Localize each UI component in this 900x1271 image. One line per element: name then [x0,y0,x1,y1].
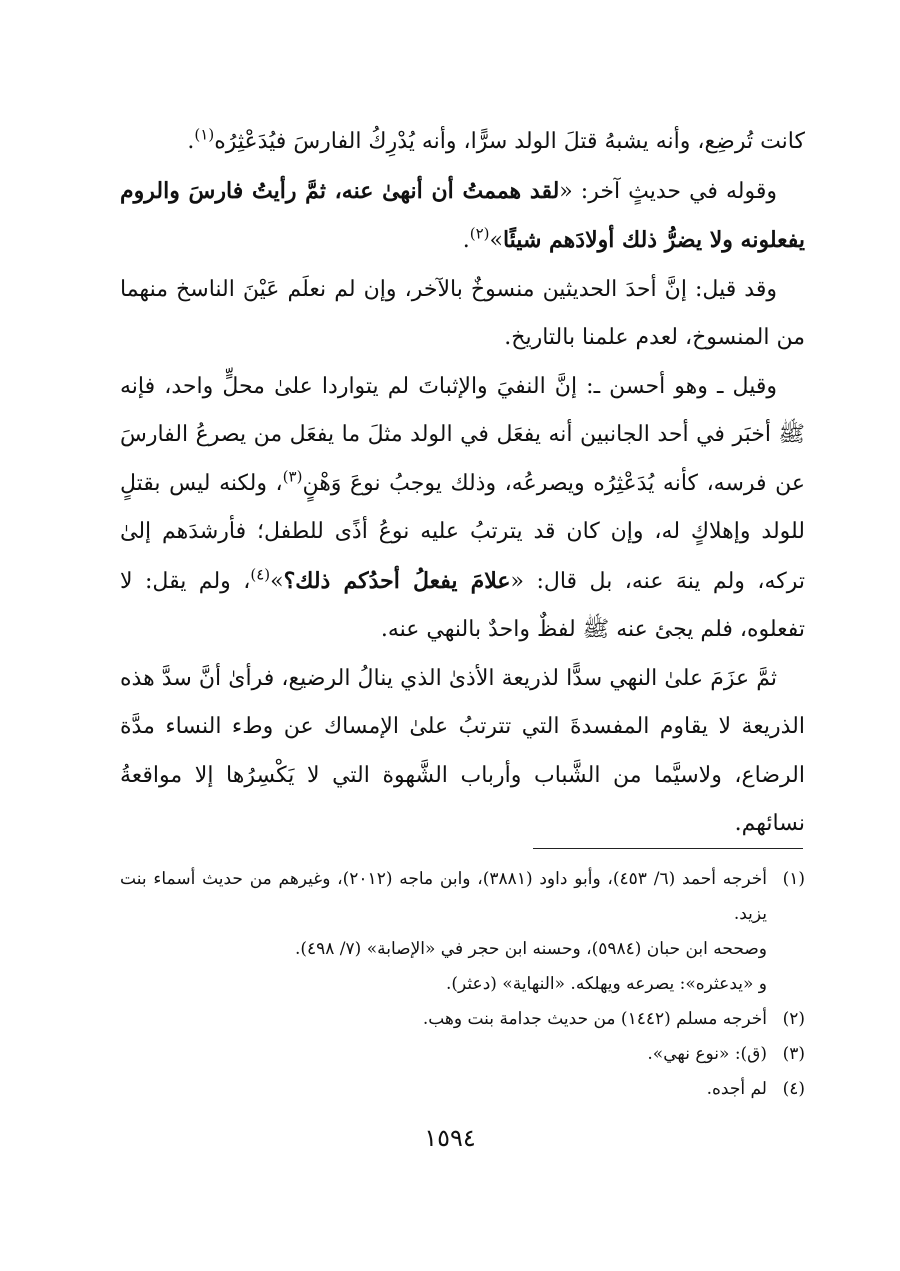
paragraph-4: وقيل ـ وهو أحسن ـ: إنَّ النفيَ والإثباتَ لم يتواردا علىٰ محلٍّ واحد، فإنه ﷺ أخبَر في أحد الجانبين أنه يفعَل في الولد مثلَ ما يفعَل من يصرعُ الفارسَ عن فرسه، كأنه يُدَعْثِرُه ويصرعُه، وذلك يوجبُ نوعَ وَهْنٍ$^{(٣)}$، ولكنه ليس بقتلٍ للولد وإهلاكٍ له، وإن كان قد يترتبُ عليه نوعُ أذًى للطفل؛ فأرشدَهم إلىٰ تركه، ولم ينهَ عنه، بل قال: «علامَ يفعلُ أحدُكم ذلك؟»$^{(٤)}$، ولم يقل: لا تفعلوه، فلم يجئ عنه ﷺ لفظٌ واحدٌ بالنهي عنه. [120,373,806,642]
hadith-quote-bold: لقد هممتُ أن أنهىٰ عنه، ثمَّ رأيتُ فارسَ والروم يفعلونه ولا يضرُّ ذلك أولادَهم شيئًا [120,177,805,253]
footnote-1-continuation: و «يدعثره»: يصرعه ويهلكه. «النهاية» (دعثر). [446,974,767,994]
footnote-ref-2[interactable]: (٢) [469,224,490,243]
main-text [120,118,805,849]
paragraph-3: وقد قيل: إنَّ أحدَ الحديثين منسوخٌ بالآخر، وإن لم نعلَم عَيْنَ الناسخ منهما من المنسوخ، لعدم علمنا بالتاريخ. [120,276,805,350]
paragraph-5: ثمَّ عزَمَ علىٰ النهي سدًّا لذريعة الأذىٰ الذي ينالُ الرضيع، فرأىٰ أنَّ سدَّ هذه الذريعة لا يقاوم المفسدةَ التي تترتبُ علىٰ الإمساك عن وطء النساء مدَّة الرضاع، ولاسيَّما من الشَّباب وأرباب الشَّهوة التي لا يَكْسِرُها إلا مواقعةُ نسائهم. [120,665,805,836]
footnote-separator [533,848,803,849]
footnote-text: (ق): «نوع نهي». [647,1044,767,1064]
footnote-4 [120,1072,805,1107]
footnote-2 [120,1002,805,1037]
hadith-question-bold: علامَ يفعلُ أحدُكم ذلك؟ [283,567,511,594]
paragraph-1: كانت تُرضِع، وأنه يشبهُ قتلَ الولد سرًّا، وأنه يُدْرِكُ الفارسَ فيُدَعْثِرُه$^{(١)}$. [187,125,805,154]
footnote-number: (١) [782,869,805,889]
footnote-number: (٢) [782,1009,805,1029]
footnote-ref-3[interactable]: (٣) [282,467,303,486]
paragraph-2: وقوله في حديثٍ آخر: «لقد هممتُ أن أنهىٰ عنه، ثمَّ رأيتُ فارسَ والروم يفعلونه ولا يضرُّ ذلك أولادَهم شيئًا»$^{(٢)}$. [120,177,805,253]
footnote-text: أخرجه أحمد (٦/ ٤٥٣)، وأبو داود (٣٨٨١)، وابن ماجه (٢٠١٢)، وغيرهم من حديث أسماء بنت يزيد. [120,869,767,924]
footnote-number: (٣) [782,1044,805,1064]
footnote-text: أخرجه مسلم (١٤٤٢) من حديث جدامة بنت وهب. [422,1009,767,1029]
footnote-ref-1[interactable]: (١) [194,125,215,144]
footnote-text: لم أجده. [706,1079,767,1099]
footnotes [120,862,805,1107]
footnote-3 [120,1037,805,1072]
footnote-number: (٤) [782,1079,805,1099]
footnote-1-continuation: وصححه ابن حبان (٥٩٨٤)، وحسنه ابن حجر في «الإصابة» (٧/ ٤٩٨). [294,939,767,959]
footnote-1 [120,862,805,932]
footnote-ref-4[interactable]: (٤) [250,565,271,584]
page-number: ١٥٩٤ [424,1124,476,1152]
